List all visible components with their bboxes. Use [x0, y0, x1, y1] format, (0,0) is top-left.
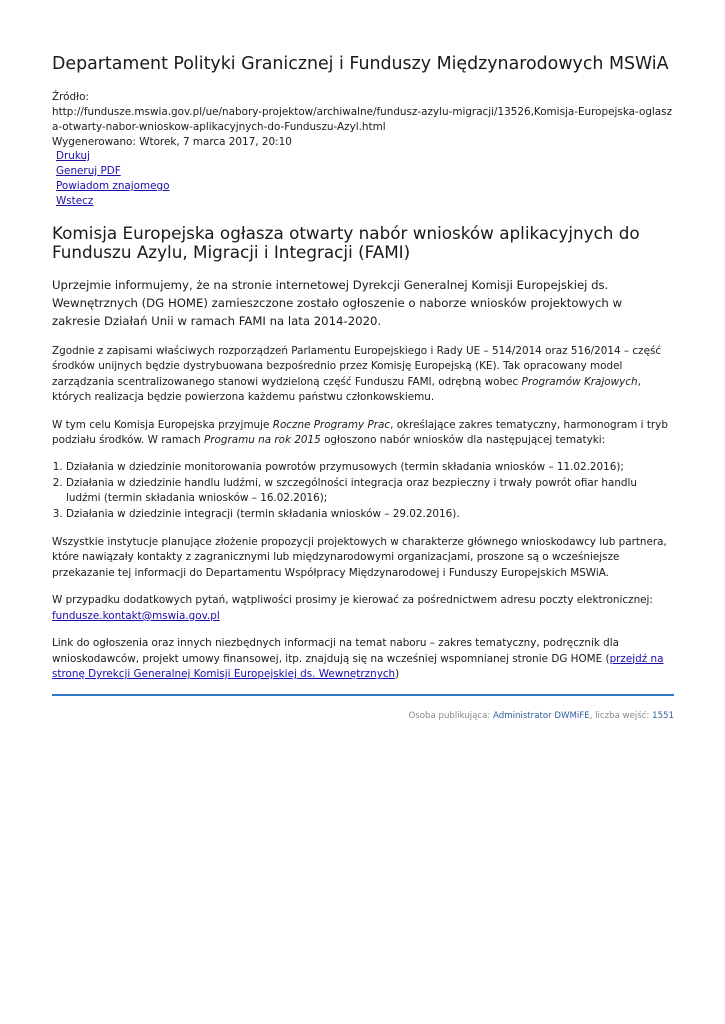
list-item: 1. Działania w dziedzinie monitorowania powrotów przymusowych (termin składania wniosków – 11.02.2016);: [66, 460, 674, 475]
article-body: [52, 344, 674, 694]
paragraph-text: , których realizacja będzie powierzona każdemu państwu członkowskiemu.: [52, 375, 641, 404]
paragraph-text: , określające zakres tematyczny, harmonogram i tryb podziału środków. W ramach: [52, 418, 668, 447]
article-title: Komisja Europejska ogłasza otwarty nabór wniosków aplikacyjnych do Funduszu Azylu, Migracji i Integracji (FAMI): [52, 223, 640, 262]
source-url: http://fundusze.mswia.gov.pl/ue/nabory-projektow/archiwalne/fundusz-azylu-migracji/13526,Komisja-Europejska-oglasza-otwarty-nabor-wnioskow-aplikacyjnych-do-Funduszu-Azyl.html: [52, 106, 673, 133]
list-item: 3. Działania w dziedzinie integracji (termin składania wniosków – 29.02.2016).: [66, 507, 674, 522]
emphasis-text: Roczne Programy Prac: [272, 418, 391, 431]
paragraph-link: [52, 636, 674, 682]
article-lead: Uprzejmie informujemy, że na stronie internetowej Dyrekcji Generalnej Komisji Europejskiej ds. Wewnętrznych (DG HOME) zamieszczone zostało ogłoszenie o naborze wniosków projektowych w zakresie Działań Unii w ramach FAMI na lata 2014-2020.: [52, 278, 623, 328]
footer-divider: [52, 694, 674, 696]
paragraph-text: Link do ogłoszenia oraz innych niezbędnych informacji na temat naboru – zakres tematyczny, podręcznik dla wnioskodawców, projekt umowy finansowej, itp. znajdują się na wcześniej wspomnianej stronie DG HOME (: [52, 637, 620, 665]
source-label: Źródło:: [52, 91, 89, 103]
dg-home-link[interactable]: przejdź na stronę Dyrekcji Generalnej Komisji Europejskiej ds. Wewnętrznych: [52, 652, 664, 680]
paragraph-text: ): [395, 667, 400, 680]
publisher-label: Osoba publikująca:: [408, 711, 494, 721]
action-links: [56, 149, 170, 209]
emphasis-text: Programów Krajowych: [521, 375, 638, 388]
paragraph-work-programme: [52, 418, 674, 449]
paragraph-contact: [52, 593, 674, 624]
generated-date: Wygenerowano: Wtorek, 7 marca 2017, 20:10: [52, 136, 292, 148]
list-item: 2. Działania w dziedzinie handlu ludźmi, w szczególności integracja oraz bezpieczny i trwały powrót ofiar handlu ludźmi (termin składania wniosków – 16.02.2016);: [66, 476, 674, 507]
publisher-name: Administrator DWMiFE: [493, 711, 590, 721]
paragraph-text: W przypadku dodatkowych pytań, wątpliwości prosimy je kierować za pośrednictwem adresu poczty elektronicznej:: [52, 594, 653, 607]
emphasis-text: Programu na rok 2015: [203, 434, 321, 447]
views-count: 1551: [652, 711, 674, 721]
paragraph-text: W tym celu Komisja Europejska przyjmuje: [52, 418, 273, 431]
document-meta: [52, 90, 674, 150]
paragraph-regulations: [52, 344, 674, 406]
topics-list: [52, 460, 674, 522]
paragraph-institutions: Wszystkie instytucje planujące złożenie propozycji projektowych w charakterze głównego wnioskodawcy lub partnera, które nawiązały kontakty z zagranicznymi lub międzynarodowymi organizacjami, proszone są o wcześniejsze przekazanie tej informacji do Departamentu Współpracy Międzynarodowej i Funduszy Europejskich MSWiA.: [52, 536, 667, 579]
back-link[interactable]: Wstecz: [56, 195, 94, 207]
paragraph-text: ogłoszono nabór wniosków dla następującej tematyki:: [320, 434, 606, 447]
paragraph-text: Zgodnie z zapisami właściwych rozporządzeń Parlamentu Europejskiego i Rady UE – 514/2014 oraz 516/2014 – część środków unijnych będzie dystrybuowana bezpośrednio przez Komisję Europejską (KE). Tak opracowany model zarządzania scentralizowanego stanowi wydzieloną część Funduszu FAMI, odrębną wobec: [52, 345, 662, 388]
generate-pdf-link[interactable]: Generuj PDF: [56, 165, 121, 177]
department-title: Departament Polityki Granicznej i Funduszy Międzynarodowych MSWiA: [52, 54, 669, 74]
print-link[interactable]: Drukuj: [56, 150, 91, 162]
notify-friend-link[interactable]: Powiadom znajomego: [56, 180, 170, 192]
publication-footer: [409, 710, 674, 722]
contact-email-link[interactable]: fundusze.kontakt@mswia.gov.pl: [52, 609, 220, 622]
views-label: , liczba wejść:: [589, 711, 653, 721]
